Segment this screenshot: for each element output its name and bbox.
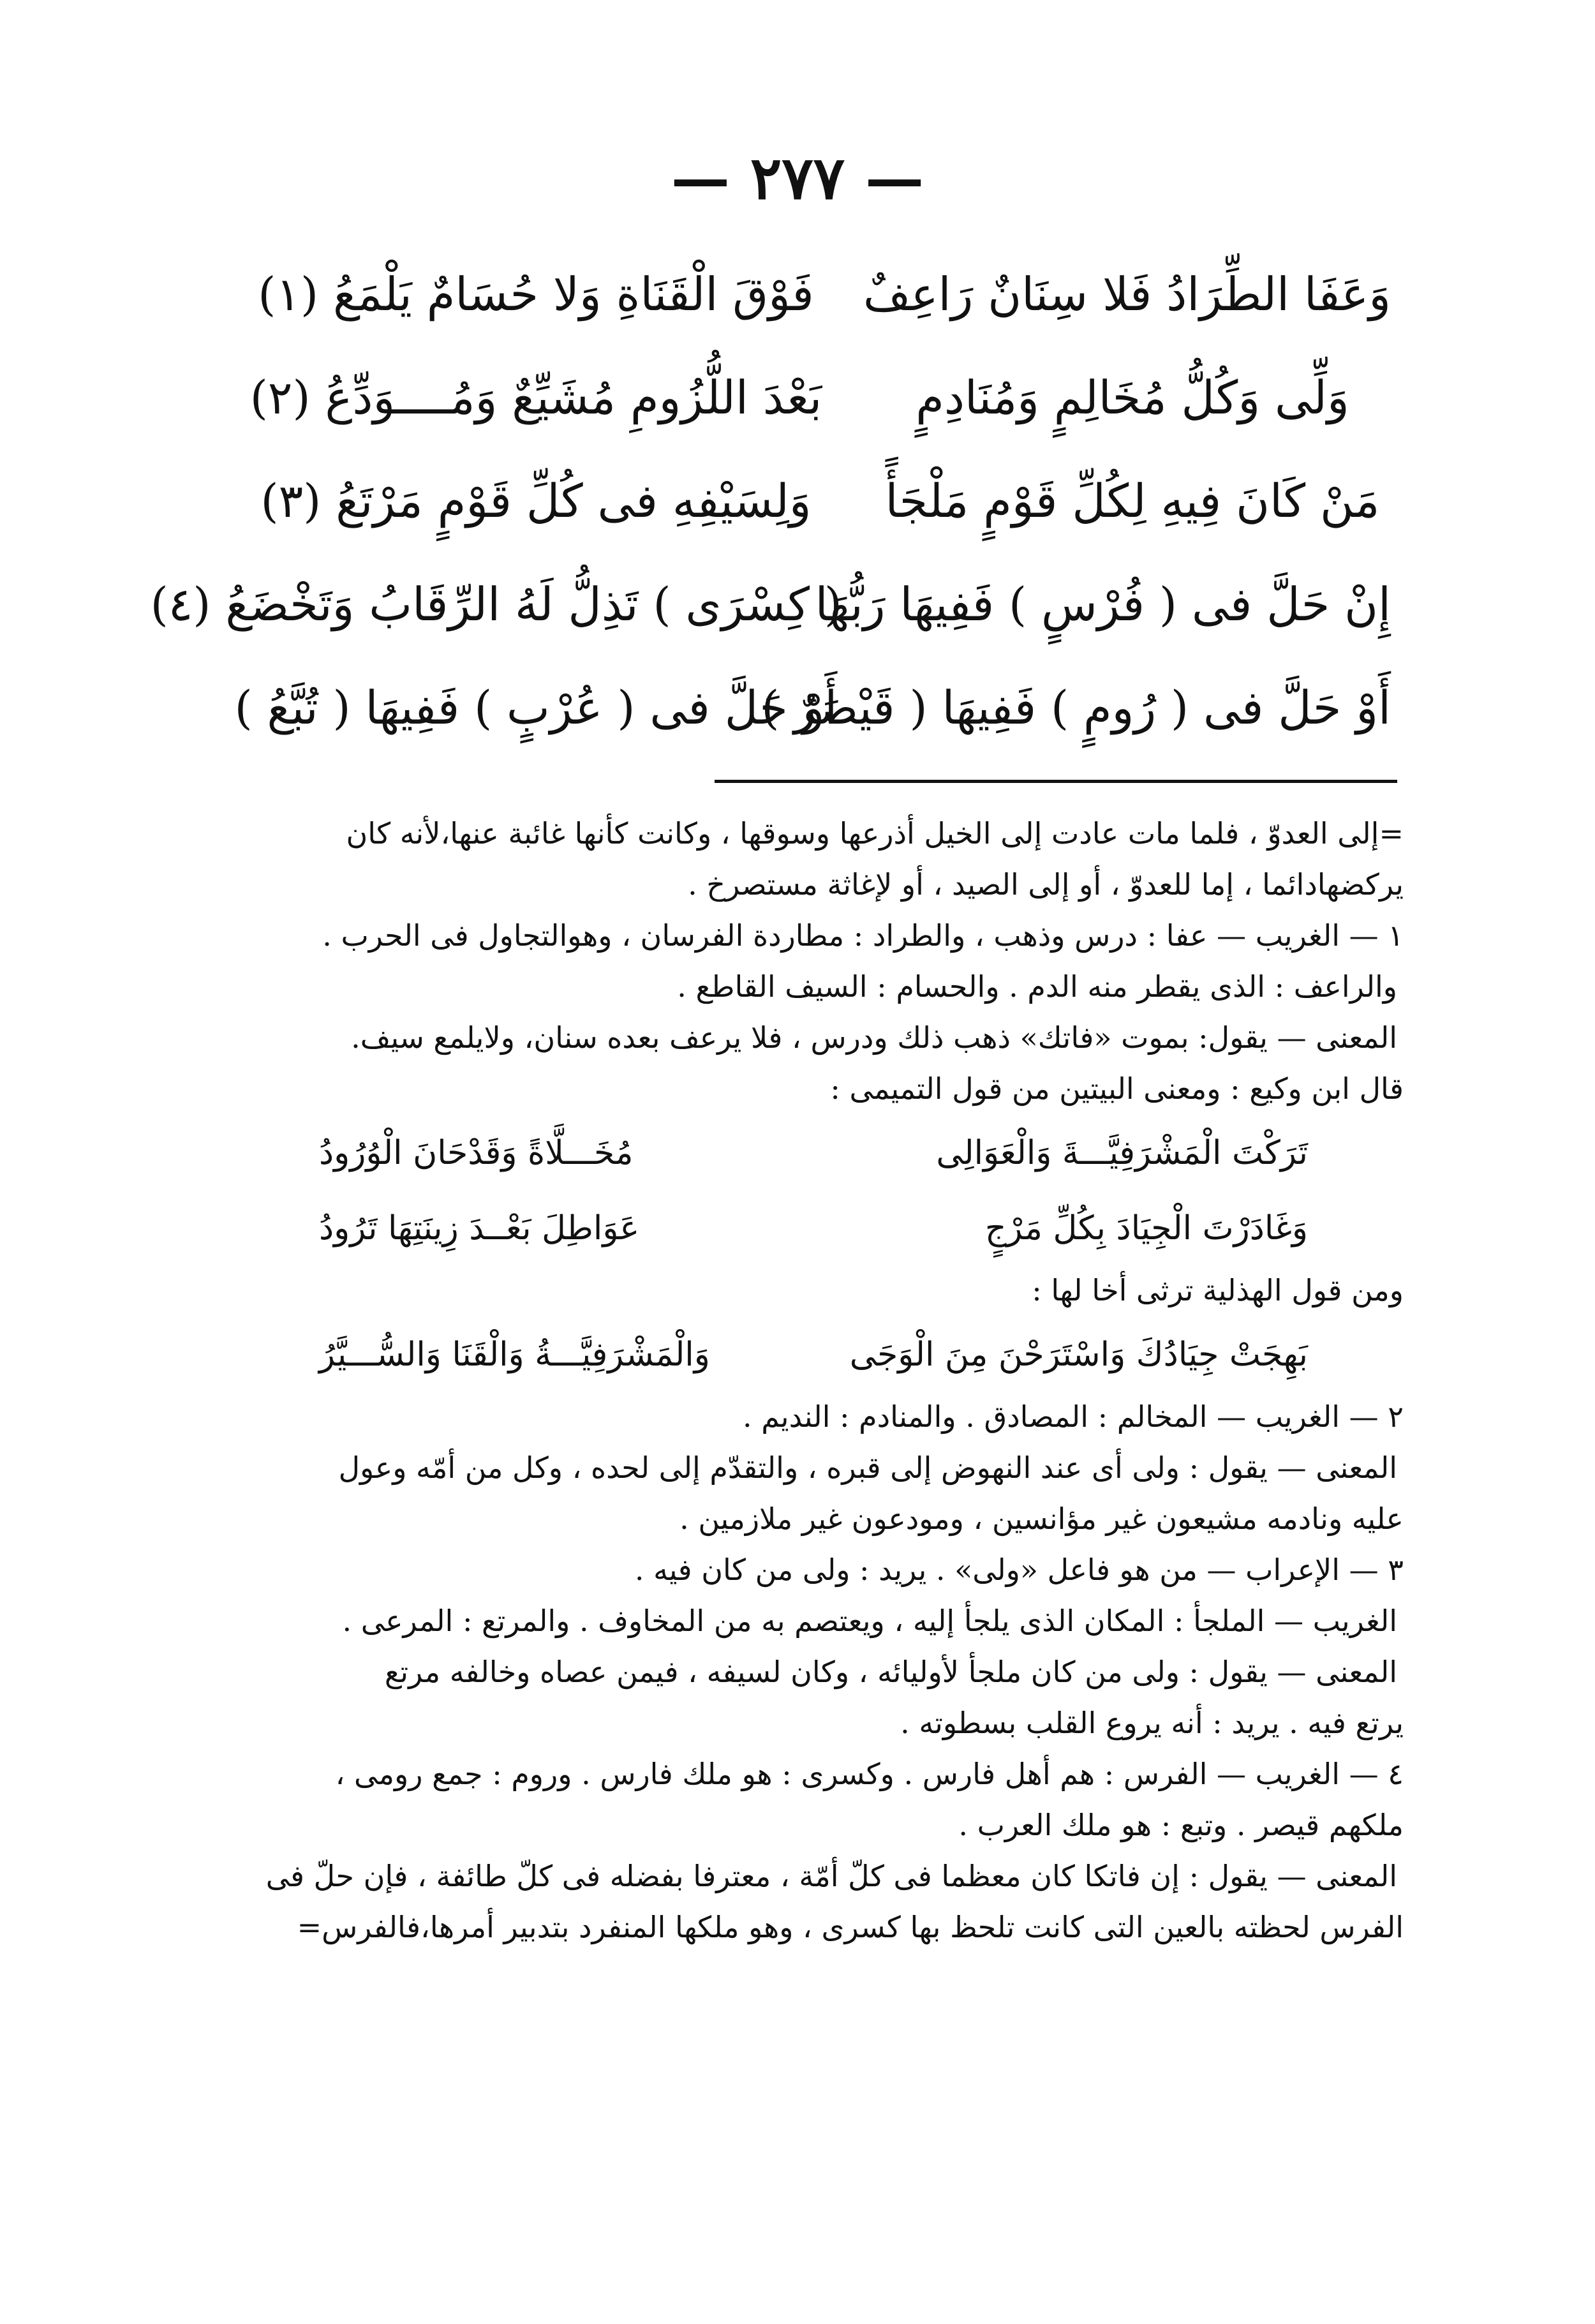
- page-number: — ٢٧٧ —: [671, 144, 924, 212]
- footnote-line: ١ — الغريب — عفا : درس وذهب ، والطراد : مطاردة الفرسان ، وهوالتجاول فى الحرب .: [322, 918, 1404, 953]
- footnote-line: ٢ — الغريب — المخالم : المصادق . والمنادم : النديم .: [742, 1399, 1404, 1434]
- quoted-hemistich: تَرَكْتَ الْمَشْرَفِيَّـــةَ وَالْعَوَالِى: [936, 1134, 1308, 1172]
- quoted-verse: [204, 1317, 1404, 1392]
- quoted-hemistich: عَوَاطِلَ بَعْــدَ زِينَتِهَا تَرُودُ: [319, 1209, 640, 1248]
- quoted-hemistich: بَهِجَتْ جِيَادُكَ وَاسْتَرَحْنَ مِنَ الْوَجَى: [849, 1336, 1308, 1374]
- poem-verses: [150, 242, 1391, 759]
- footnote-line: =إلى العدوّ ، فلما مات عادت إلى الخيل أذرعها وسوقها ، وكانت كأنها غائبة عنها،لأنه كان: [346, 816, 1404, 851]
- verse: [230, 242, 1391, 346]
- footnote-line: ومن قول الهذلية ترثى أخا لها :: [1032, 1273, 1404, 1307]
- footnote-line: والراعف : الذى يقطر منه الدم . والحسام : السيف القاطع .: [677, 969, 1397, 1004]
- footnote-line: المعنى — يقول : ولى أى عند النهوض إلى قبره ، والتقدّم إلى لحده ، وكل من أمّه وعول: [338, 1450, 1397, 1485]
- footnote-line: الغريب — الملجأ : المكان الذى يلجأ إليه ، ويعتصم به من المخاوف . والمرتع : المرعى .: [342, 1604, 1397, 1638]
- verse-hemistich: إِنْ حَلَّ فى ( فُرْسٍ ) فَفِيهَا رَبُّهَا: [815, 577, 1391, 631]
- verse-hemistich: أَوْ حَلَّ فى ( عُرْبٍ ) فَفِيهَا ( تُبَّعُ ): [234, 681, 838, 734]
- quoted-verse: [204, 1191, 1404, 1266]
- verse-hemistich: وَلِسَيْفِهِ فى كُلِّ قَوْمٍ مَرْتَعُ (٣): [260, 474, 812, 528]
- footnote-line: يركضهادائما ، إما للعدوّ ، أو إلى الصيد ، أو لإغاثة مستصرخ .: [688, 867, 1404, 902]
- footnote-line: المعنى — يقول : ولى من كان ملجأ لأوليائه ، وكان لسيفه ، فيمن عصاه وخالفه مرتع: [384, 1655, 1397, 1689]
- footnote-line: ٤ — الغريب — الفرس : هم أهل فارس . وكسرى : هو ملك فارس . وروم : جمع رومى ،: [335, 1757, 1404, 1791]
- verse: [150, 553, 1391, 656]
- verse-hemistich: أَوْ حَلَّ فى ( رُومٍ ) فَفِيهَا ( قَيْصَرٌ ): [761, 681, 1391, 734]
- verse-hemistich: فَوْقَ الْقَنَاةِ وَلا حُسَامٌ يَلْمَعُ (١): [258, 267, 814, 321]
- verse: [230, 346, 1391, 449]
- verse-hemistich: بَعْدَ اللُّزُومِ مُشَيِّعٌ وَمُــــوَدِّعُ (٢): [249, 371, 822, 424]
- verse: [230, 656, 1391, 759]
- quoted-hemistich: وَالْمَشْرَفِيَّـــةُ وَالْقَنَا وَالسُّـــيَّرُ: [319, 1336, 710, 1374]
- footnote-line: قال ابن وكيع : ومعنى البيتين من قول التميمى :: [830, 1071, 1404, 1106]
- footnotes: [204, 809, 1404, 1954]
- verse-hemistich: وَعَفَا الطِّرَادُ فَلا سِنَانٌ رَاعِفٌ: [863, 267, 1391, 321]
- footnote-line: يرتع فيه . يريد : أنه يروع القلب بسطوته .: [900, 1706, 1404, 1740]
- footnote-line: المعنى — يقول : إن فاتكا كان معظما فى كلّ أمّة ، معترفا بفضله فى كلّ طائفة ، فإن حلّ فى: [265, 1859, 1397, 1893]
- footnote-line: الفرس لحظته بالعين التى كانت تلحظ بها كسرى ، وهو ملكها المنفرد بتدبير أمرها،فالفرس=: [297, 1910, 1404, 1944]
- quoted-hemistich: مُخَـــلَّاةً وَقَدْحَانَ الْوُرُودُ: [319, 1134, 634, 1172]
- verse-hemistich: مَنْ كَانَ فِيهِ لِكُلِّ قَوْمٍ مَلْجَأً: [885, 474, 1380, 528]
- verse: [230, 449, 1391, 553]
- verse-hemistich: وَلِّى وَكُلُّ مُخَالِمٍ وَمُنَادِمٍ: [916, 371, 1349, 424]
- verse-hemistich: ( كِسْرَى ) تَذِلُّ لَهُ الرِّقَابُ وَتَخْضَعُ (٤): [150, 577, 842, 631]
- footnote-divider: [715, 780, 1397, 783]
- footnote-line: عليه ونادمه مشيعون غير مؤانسين ، ومودعون غير ملازمين .: [679, 1501, 1404, 1536]
- quoted-verse: [204, 1115, 1404, 1191]
- quoted-hemistich: وَغَادَرْتَ الْجِيَادَ بِكُلِّ مَرْجٍ: [984, 1209, 1308, 1248]
- footnote-line: ٣ — الإعراب — من هو فاعل «ولى» . يريد : ولى من كان فيه .: [634, 1553, 1404, 1587]
- footnote-line: المعنى — يقول: بموت «فاتك» ذهب ذلك ودرس ، فلا يرعف بعده سنان، ولايلمع سيف.: [351, 1020, 1397, 1055]
- footnote-line: ملكهم قيصر . وتبع : هو ملك العرب .: [958, 1808, 1404, 1842]
